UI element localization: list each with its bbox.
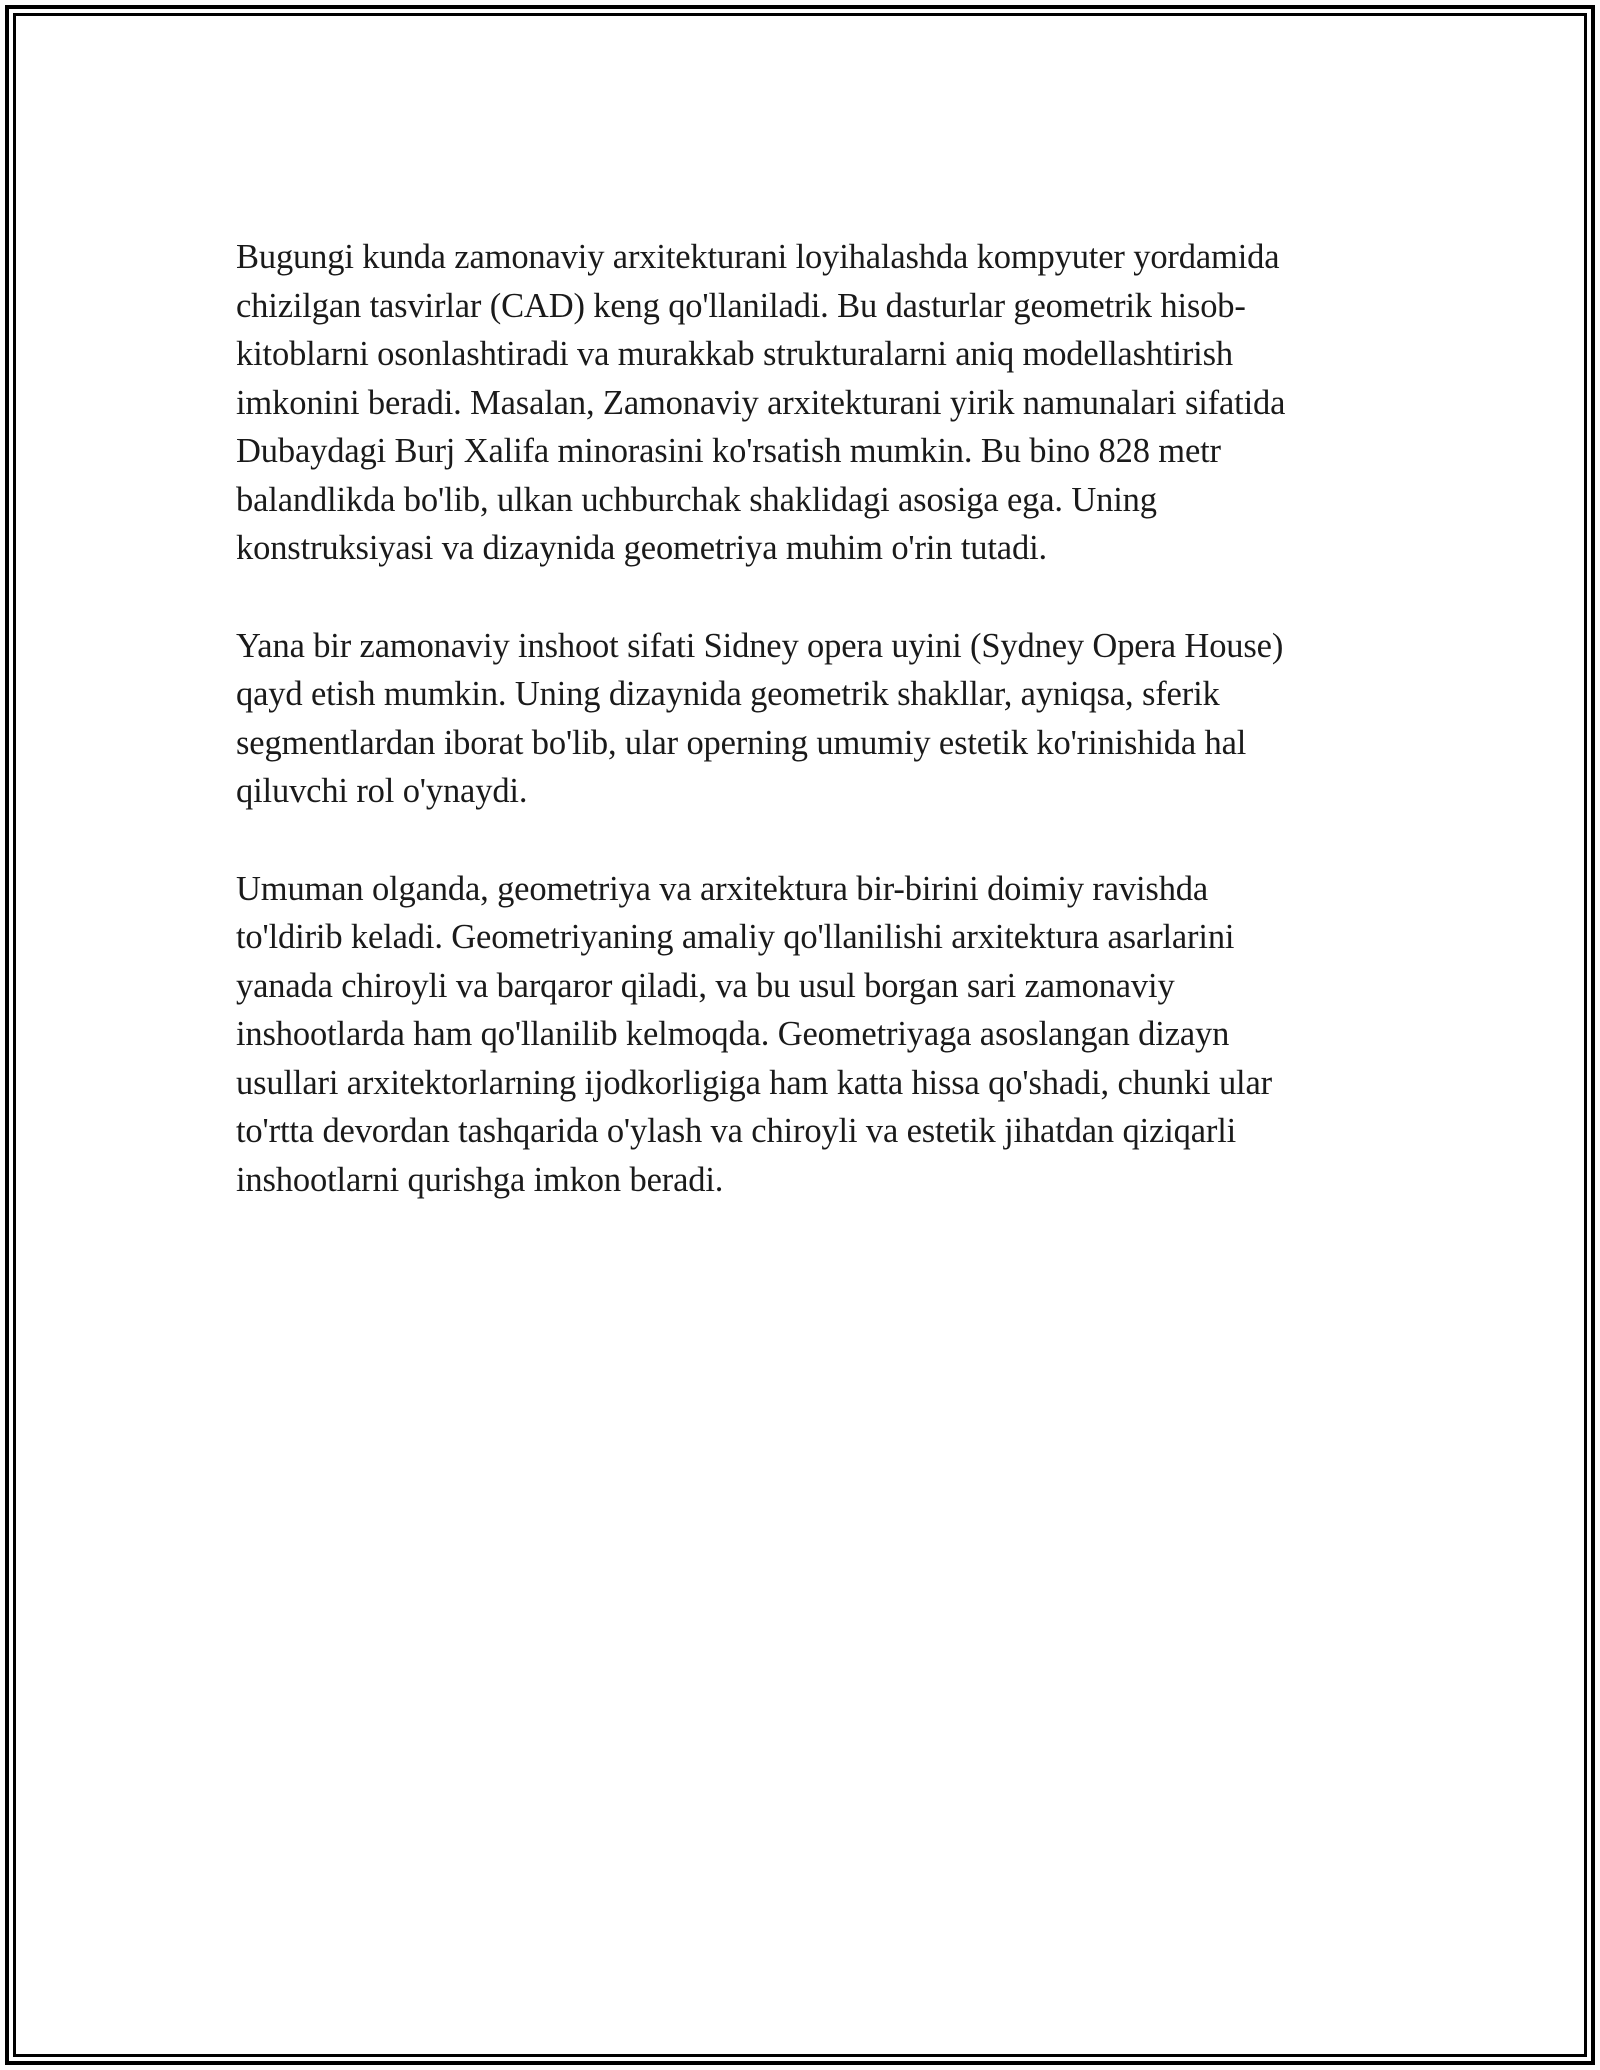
text-line: inshootlarda ham qo'llanilib kelmoqda. Geometriyaga asoslangan dizayn	[236, 1015, 1230, 1053]
text-line: to'ldirib keladi. Geometriyaning amaliy qo'llanilishi arxitektura asarlarini	[236, 918, 1235, 956]
text-line: Yana bir zamonaviy inshoot sifati Sidney opera uyini (Sydney Opera House)	[236, 626, 1284, 665]
paragraph-conclusion	[236, 865, 1376, 1205]
text-line: inshootlarni qurishga imkon beradi.	[236, 1160, 724, 1199]
text-line: segmentlardan iborat bo'lib, ular operning umumiy estetik ko'rinishida hal	[236, 723, 1247, 762]
text-line: balandlikda bo'lib, ulkan uchburchak shaklidagi asosiga ega. Uning	[236, 480, 1157, 519]
text-line: Dubaydagi Burj Xalifa minorasini ko'rsatish mumkin. Bu bino 828 metr	[236, 432, 1221, 470]
text-line: to'rtta devordan tashqarida o'ylash va chiroyli va estetik jihatdan qiziqarli	[236, 1112, 1237, 1150]
text-line: qayd etish mumkin. Uning dizaynida geometrik shakllar, ayniqsa, sferik	[236, 675, 1220, 713]
document-body	[236, 233, 1376, 1253]
text-line: Umuman olganda, geometriya va arxitektura bir-birini doimiy ravishda	[236, 869, 1209, 908]
paragraph-sydney-opera-house	[236, 622, 1376, 816]
text-line: chizilgan tasvirlar (CAD) keng qo'llaniladi. Bu dasturlar geometrik hisob-	[236, 286, 1246, 325]
text-line: qiluvchi rol o'ynaydi.	[236, 772, 528, 810]
text-line: Bugungi kunda zamonaviy arxitekturani loyihalashda kompyuter yordamida	[236, 238, 1280, 276]
text-line: imkonini beradi. Masalan, Zamonaviy arxitekturani yirik namunalari sifatida	[236, 383, 1286, 422]
text-line: kitoblarni osonlashtiradi va murakkab strukturalarni aniq modellashtirish	[236, 335, 1233, 373]
text-line: yanada chiroyli va barqaror qiladi, va bu usul borgan sari zamonaviy	[236, 966, 1175, 1005]
text-line: konstruksiyasi va dizaynida geometriya muhim o'rin tutadi.	[236, 529, 1047, 567]
paragraph-cad-burj-khalifa	[236, 233, 1376, 573]
text-line: usullari arxitektorlarning ijodkorligiga ham katta hissa qo'shadi, chunki ular	[236, 1063, 1272, 1102]
